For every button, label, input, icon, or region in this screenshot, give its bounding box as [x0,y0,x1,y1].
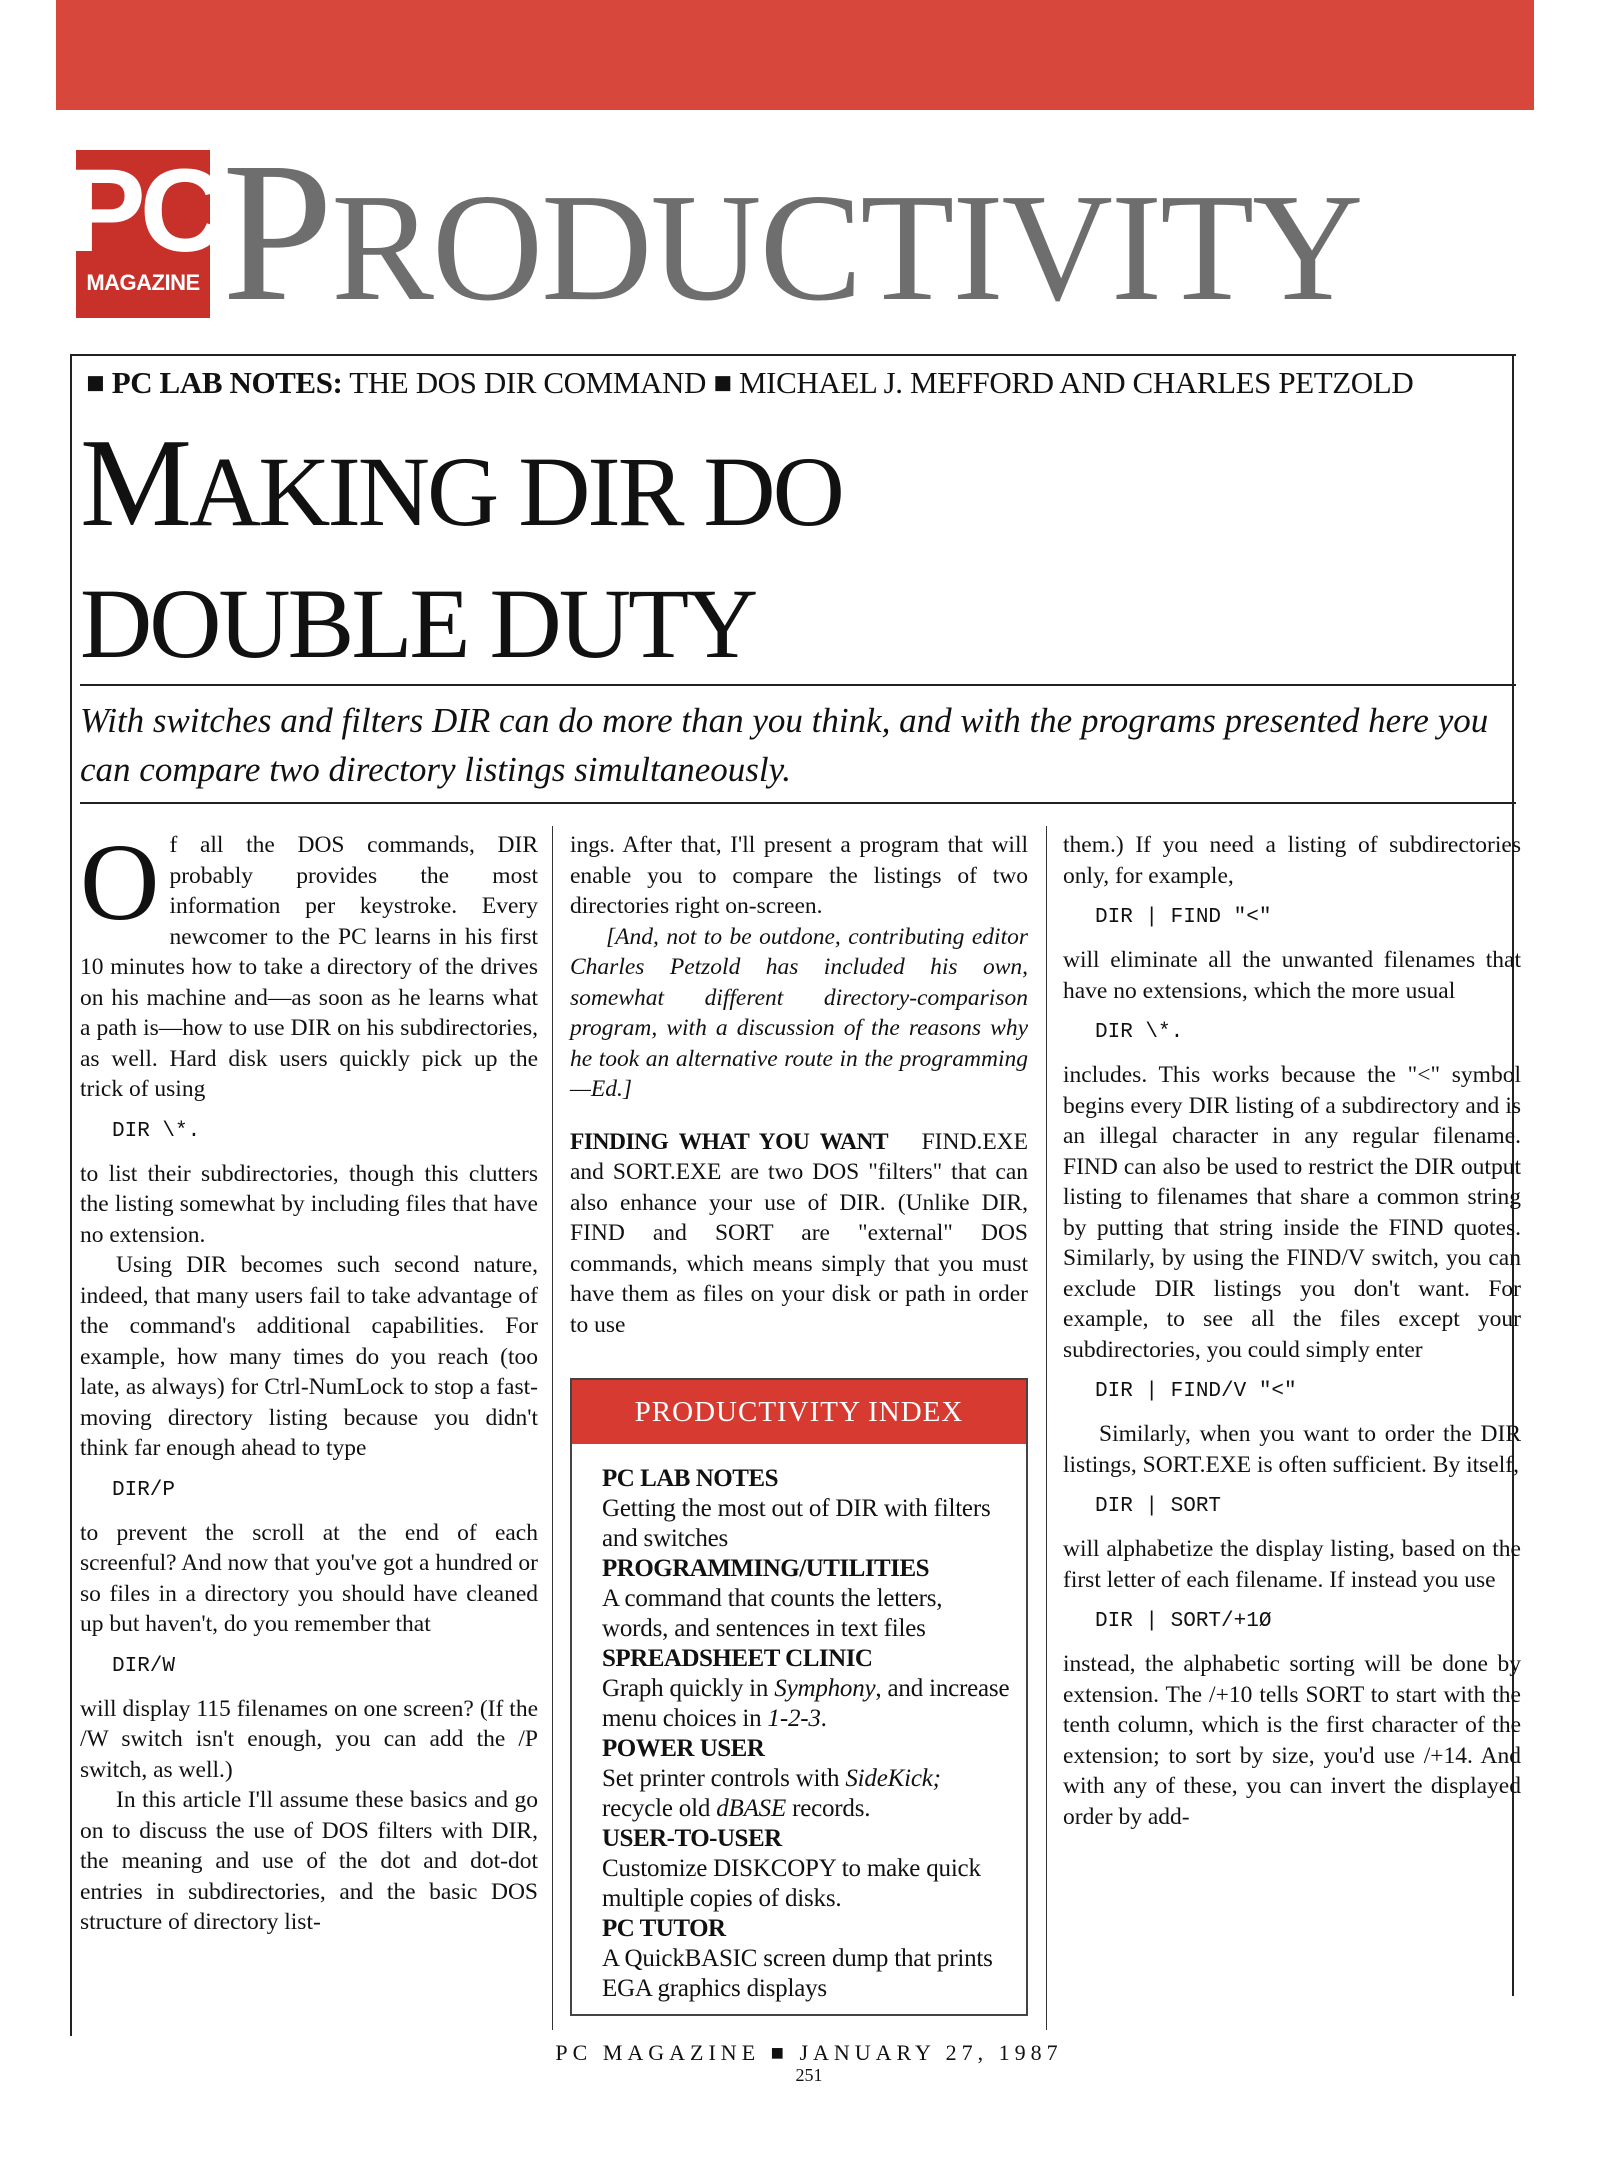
column-divider-1 [552,826,553,2030]
headline-line-2: DOUBLE DUTY [80,568,756,679]
code-line: DIR | SORT/+1Ø [1095,1610,1272,1633]
subhead: FINDING WHAT YOU WANT [570,1128,889,1155]
paragraph: to prevent the scroll at the end of each screenful? And now that you've got a hundred or so files in a directory you should have cleaned up but haven't, do you remember that [80,1519,538,1637]
code-line: DIR | FIND/V "<" [1095,1380,1297,1403]
paragraph: In this article I'll assume these basics and go on to discuss the use of DOS filters with DIR, the meaning and use of the dot and dot-dot entries in subdirectories, and the basic DOS structure of directory list- [80,1787,538,1935]
desc-part: Set printer controls with [602,1765,846,1792]
paragraph: them.) If you need a listing of subdirectories only, for example, [1063,832,1521,889]
productivity-index-title: PRODUCTIVITY INDEX [572,1380,1026,1444]
footer-magazine: PC MAGAZINE [555,2040,761,2065]
desc-part: Graph quickly in [602,1675,775,1702]
desc-part-italic: dBASE [716,1795,787,1822]
deck-bottom-rule [80,802,1516,804]
kicker-bullet-2: ■ [713,365,732,400]
kicker-label: PC LAB NOTES: [111,365,343,400]
index-item-desc [602,1674,1012,1734]
desc-part: , and increase menu choices in [602,1675,1010,1732]
section-title-initial: P [222,122,332,343]
paragraph: Similarly, when you want to order the DIR listings, SORT.EXE is often sufficient. By itself, [1063,1421,1521,1478]
logo-pc-text: PC [67,145,219,277]
paragraph: will eliminate all the unwanted filenames that have no extensions, which the more usual [1063,947,1521,1004]
article-deck: With switches and filters DIR can do more than you think, and with the programs presented here you can compare two directory listings simultaneously. [80,701,1489,789]
article-column-2 [570,830,1028,1340]
index-item-title: PROGRAMMING/UTILITIES [602,1555,930,1582]
index-item-title: PC TUTOR [602,1915,726,1942]
kicker-authors: MICHAEL J. MEFFORD AND CHARLES PETZOLD [739,365,1414,400]
code-line: DIR \*. [112,1119,201,1143]
column-divider-2 [1046,826,1047,2030]
index-item-title: USER-TO-USER [602,1825,782,1852]
index-item-title: SPREADSHEET CLINIC [602,1645,873,1672]
headline-initial: M [80,414,190,553]
kicker-bullet-1: ■ [86,365,105,400]
code-line: DIR/P [112,1478,176,1502]
section-title-rest: RODUCTIVITY [331,163,1362,333]
index-item-desc: A QuickBASIC screen dump that prints EGA graphics displays [602,1945,993,2002]
paragraph: will alphabetize the display listing, based on the first letter of each filename. If instead you use [1063,1536,1521,1593]
code-line: DIR/W [112,1654,176,1678]
paragraph-text: FIND.EXE and SORT.EXE are two DOS "filters" that can also enhance your use of DIR. (Unlike DIR, FIND and SORT are "external" DOS commands, which means simply that you must have them as files on your disk or path in order to use [570,1128,1029,1338]
code-line: DIR | FIND "<" [1095,906,1272,929]
page-number: 251 [795,2065,823,2085]
paragraph [80,821,538,1105]
desc-part: recycle old [602,1795,717,1822]
editor-note: [And, not to be outdone, contributing editor Charles Petzold has included his own, somewhat different directory-comparison program, with a discussion of the reasons why he took an alternative route in the programming—Ed.] [570,923,1028,1102]
paragraph: to list their subdirectories, though this clutters the listing somewhat by including files that have no extension. [80,1160,538,1248]
index-item-desc: Customize DISKCOPY to make quick multiple copies of disks. [602,1855,981,1912]
logo-magazine-text: MAGAZINE [86,270,200,295]
paragraph: will display 115 filenames on one screen? (If the /W switch isn't enough, you can add the /P switch, as well.) [80,1695,538,1783]
paragraph: ings. After that, I'll present a program that will enable you to compare the listings of two directories right on-screen. [570,832,1028,919]
article-column-1 [80,821,538,1938]
section-title [222,122,1362,353]
footer-date: JANUARY 27, 1987 [799,2040,1063,2065]
index-item-desc: Getting the most out of DIR with filters and switches [602,1495,991,1552]
page-footer [0,2040,1618,2066]
desc-part-italic: 1-2-3 [767,1705,821,1732]
deck-top-rule [80,684,1516,686]
paragraph: instead, the alphabetic sorting will be done by extension. The /+10 tells SORT to start with the tenth column, which is the first character of the extension; to sort by size, you'd use /+14. And with any of these, you can invert the displayed order by add- [1063,1651,1521,1830]
paragraph: includes. This works because the "<" symbol begins every DIR listing of a subdirectory and is an illegal character in any regular filename. FIND can also be used to restrict the DIR output listing to filenames that share a common string by putting that string inside the FIND quotes. Similarly, by using the FIND/V switch, you can exclude DIR listings you don't want. For example, to see all the files except your subdirectories, you could simply enter [1063,1062,1521,1363]
paragraph [570,1127,1028,1341]
headline-line-1 [80,414,842,558]
pc-magazine-logo [67,145,219,318]
kicker-line [86,364,1413,402]
productivity-index-list [602,1464,1012,2004]
index-item-desc: A command that counts the letters, words, and sentences in text files [602,1585,943,1642]
headline-line-1-rest: AKING DIR DO [189,436,842,547]
index-item-title: POWER USER [602,1735,765,1762]
desc-part-italic: Symphony [774,1675,876,1702]
index-item-desc [602,1764,1012,1824]
productivity-index-box [570,1378,1028,2016]
drop-cap: O [80,821,160,943]
article-column-3 [1063,830,1521,1832]
code-line: DIR | SORT [1095,1495,1222,1518]
code-line: DIR \*. [1095,1021,1184,1044]
paragraph: Using DIR becomes such second nature, indeed, that many users fail to take advantage of the command's additional capabilities. For example, how many times do you reach (too late, as always) for Ctrl-NumLock to stop a fast-moving directory listing because you didn't think far enough ahead to type [80,1252,538,1461]
footer-bullet: ■ [770,2040,789,2065]
top-color-bar [56,0,1534,110]
kicker-topic: THE DOS DIR COMMAND [349,365,706,400]
desc-part: . [820,1705,827,1732]
desc-part: records. [786,1795,871,1822]
article-headline [80,414,842,690]
paragraph-text: f all the DOS commands, DIR probably provides the most information per keystroke. Every newcomer to the PC learns in his first 10 minutes how to take a directory of the drives on his machine and—as soon as he learns what a path is—how to use DIR on his subdirectories, as well. Hard disk users quickly pick up the trick of using [80,832,538,1102]
index-item-title: PC LAB NOTES [602,1465,778,1492]
desc-part-italic: SideKick; [845,1765,941,1792]
